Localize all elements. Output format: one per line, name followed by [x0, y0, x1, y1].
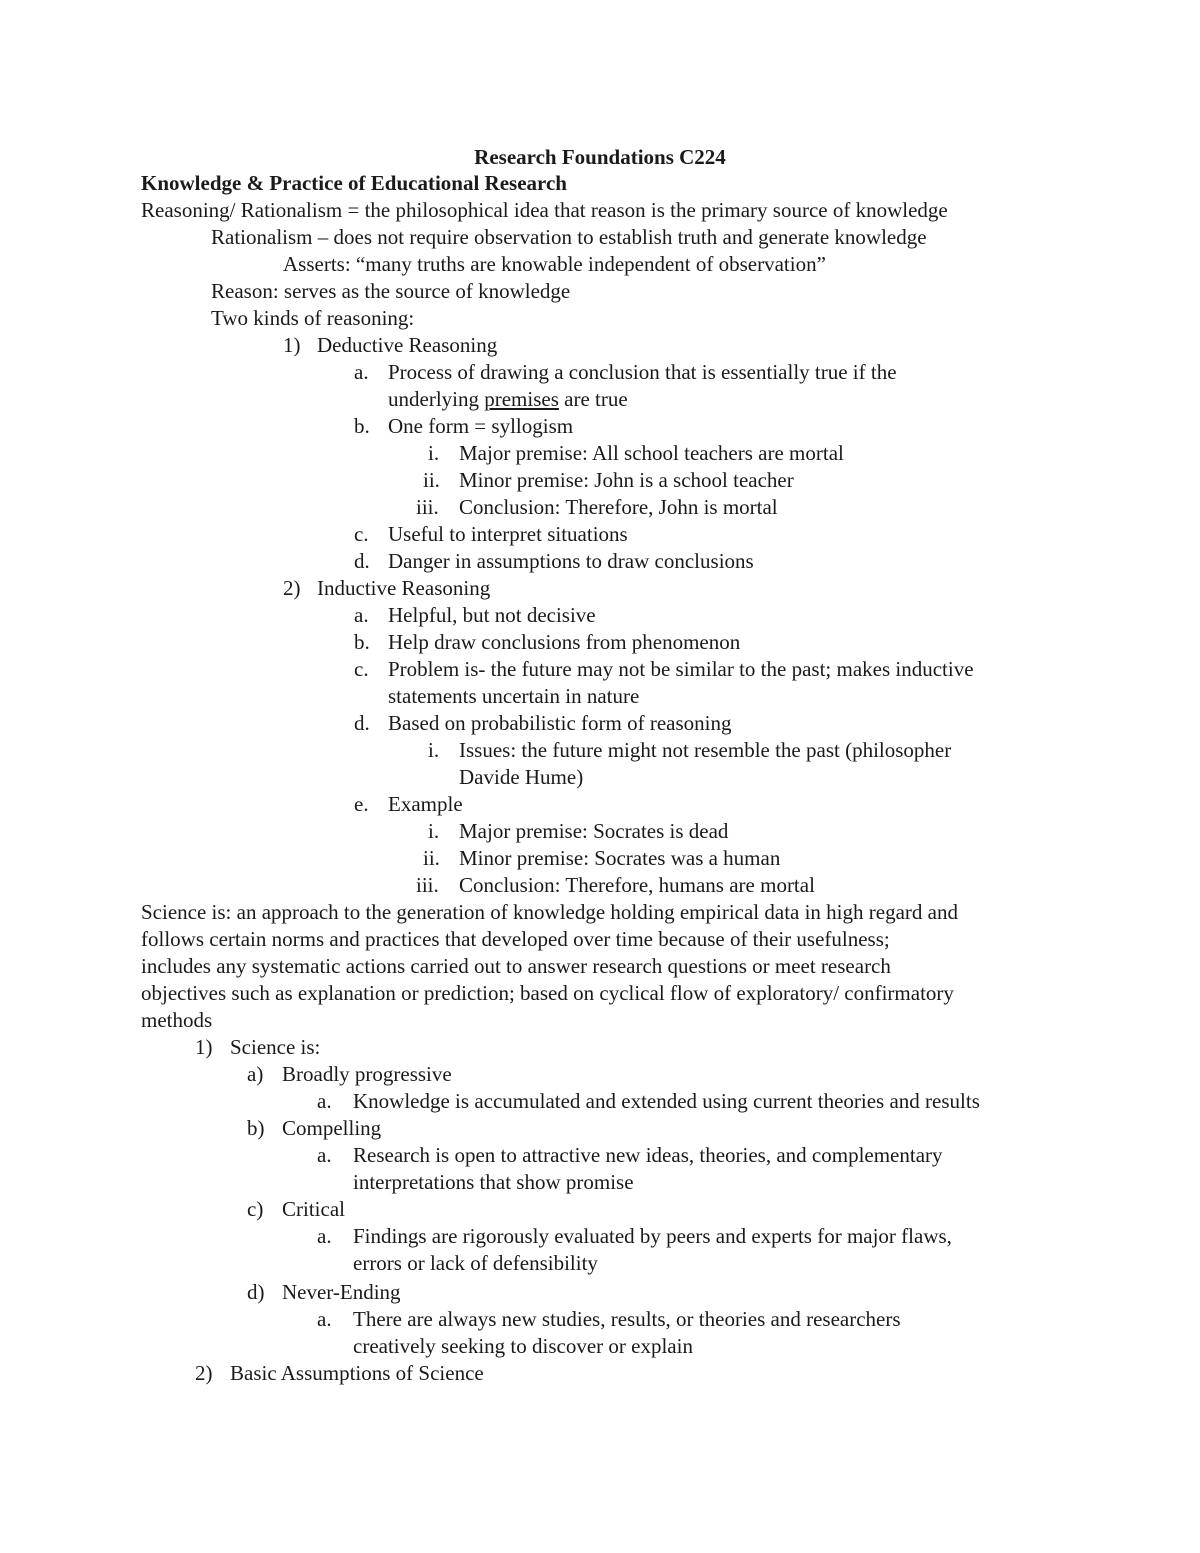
list-marker: 1) — [195, 1035, 213, 1059]
underlined-term: premises — [484, 387, 559, 411]
list-marker: c. — [354, 522, 369, 546]
science-paragraph-line: methods — [141, 1008, 213, 1032]
list-marker: b. — [354, 630, 370, 654]
list-item: Danger in assumptions to draw conclusions — [388, 549, 754, 573]
list-marker: a. — [317, 1307, 332, 1331]
list-item: Help draw conclusions from phenomenon — [388, 630, 741, 654]
list-item-continued: creatively seeking to discover or explain — [353, 1334, 693, 1358]
rationalism-definition: Reasoning/ Rationalism = the philosophical idea that reason is the primary source of knowledge — [141, 198, 948, 222]
list-item: Issues: the future might not resemble the past (philosopher — [459, 738, 952, 762]
list-item: Findings are rigorously evaluated by peers and experts for major flaws, — [353, 1224, 952, 1248]
list-item: Basic Assumptions of Science — [230, 1361, 484, 1385]
list-item: Useful to interpret situations — [388, 522, 628, 546]
two-kinds-line: Two kinds of reasoning: — [211, 306, 415, 330]
list-item-continued — [388, 386, 628, 413]
science-paragraph-line: Science is: an approach to the generation of knowledge holding empirical data in high regard and — [141, 900, 958, 924]
list-item: Process of drawing a conclusion that is essentially true if the — [388, 360, 897, 384]
list-item: Conclusion: Therefore, John is mortal — [459, 495, 778, 519]
list-marker: c. — [354, 657, 369, 681]
list-marker: ii. — [423, 468, 440, 492]
list-item-continued: statements uncertain in nature — [388, 684, 640, 708]
list-marker: a. — [317, 1089, 332, 1113]
list-item: Knowledge is accumulated and extended using current theories and results — [353, 1089, 980, 1113]
reason-line: Reason: serves as the source of knowledge — [211, 279, 571, 303]
list-marker: a) — [247, 1062, 264, 1086]
list-item: Critical — [282, 1197, 345, 1221]
list-marker: d. — [354, 711, 370, 735]
list-item: Minor premise: John is a school teacher — [459, 468, 794, 492]
list-item: Problem is- the future may not be similar to the past; makes inductive — [388, 657, 974, 681]
list-item: Example — [388, 792, 463, 816]
list-marker: 2) — [283, 576, 301, 600]
list-item: Minor premise: Socrates was a human — [459, 846, 781, 870]
list-marker: a. — [317, 1224, 332, 1248]
list-marker: e. — [354, 792, 369, 816]
list-item: Major premise: All school teachers are mortal — [459, 441, 844, 465]
list-marker: i. — [428, 819, 440, 843]
section-heading: Knowledge & Practice of Educational Research — [141, 171, 567, 195]
list-marker: i. — [428, 738, 440, 762]
list-marker: iii. — [416, 495, 439, 519]
list-marker: 2) — [195, 1361, 213, 1385]
list-marker: d. — [354, 549, 370, 573]
list-marker: b. — [354, 414, 370, 438]
list-item: Major premise: Socrates is dead — [459, 819, 729, 843]
rationalism-note: Rationalism – does not require observation to establish truth and generate knowledge — [211, 225, 927, 249]
list-marker: 1) — [283, 333, 301, 357]
asserts-quote: Asserts: “many truths are knowable independent of observation” — [283, 252, 826, 276]
list-item: Broadly progressive — [282, 1062, 452, 1086]
inductive-heading: Inductive Reasoning — [317, 576, 491, 600]
document-title: Research Foundations C224 — [474, 145, 726, 169]
list-item: Conclusion: Therefore, humans are mortal — [459, 873, 815, 897]
list-item-continued: interpretations that show promise — [353, 1170, 634, 1194]
list-item: Compelling — [282, 1116, 382, 1140]
list-marker: i. — [428, 441, 440, 465]
list-item-continued: Davide Hume) — [459, 765, 584, 789]
text-span: are true — [558, 387, 628, 411]
science-paragraph-line: includes any systematic actions carried out to answer research questions or meet research — [141, 954, 891, 978]
text-span: underlying — [388, 387, 485, 411]
list-item: Helpful, but not decisive — [388, 603, 596, 627]
deductive-heading: Deductive Reasoning — [317, 333, 498, 357]
list-marker: c) — [247, 1197, 264, 1221]
list-item-continued: errors or lack of defensibility — [353, 1251, 598, 1275]
list-item: Research is open to attractive new ideas, theories, and complementary — [353, 1143, 943, 1167]
list-marker: ii. — [423, 846, 440, 870]
list-marker: b) — [247, 1116, 265, 1140]
list-marker: a. — [354, 603, 369, 627]
list-item: Never-Ending — [282, 1280, 401, 1304]
list-marker: iii. — [416, 873, 439, 897]
science-paragraph-line: objectives such as explanation or prediction; based on cyclical flow of exploratory/ confirmatory — [141, 981, 954, 1005]
list-item: One form = syllogism — [388, 414, 574, 438]
list-item: Science is: — [230, 1035, 321, 1059]
list-item: There are always new studies, results, or theories and researchers — [353, 1307, 901, 1331]
list-marker: d) — [247, 1280, 265, 1304]
list-item: Based on probabilistic form of reasoning — [388, 711, 732, 735]
list-marker: a. — [354, 360, 369, 384]
science-paragraph-line: follows certain norms and practices that developed over time because of their usefulness; — [141, 927, 890, 951]
list-marker: a. — [317, 1143, 332, 1167]
